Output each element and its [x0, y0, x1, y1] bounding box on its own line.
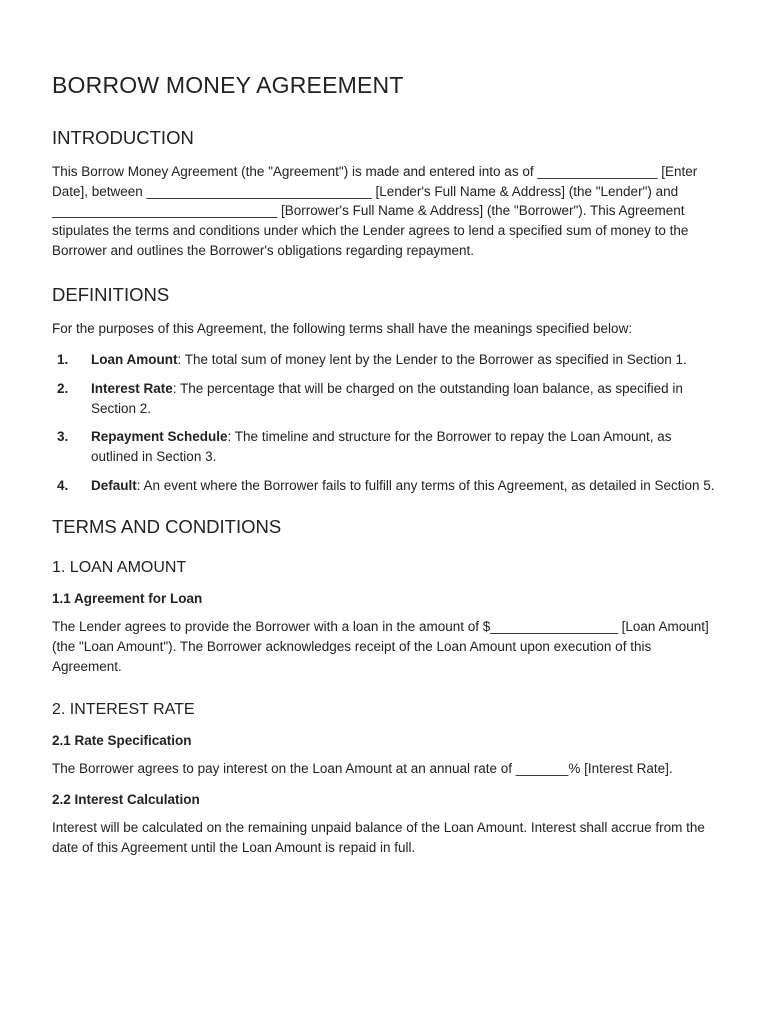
introduction-heading: INTRODUCTION: [52, 127, 194, 148]
definition-text: : The percentage that will be charged on the outstanding loan balance, as specified in Section 2.: [91, 380, 683, 416]
loan-amount-section: [52, 617, 720, 676]
definitions-list: [52, 350, 720, 495]
loan-amount-text: The Lender agrees to provide the Borrower with a loan in the amount of $_________________ [Loan Amount] (the "Loan Amount"). The Borrower acknowledges receipt of the Loan Amount upon execution of this Agreement.: [52, 619, 709, 674]
rate-specification-text: The Borrower agrees to pay interest on the Loan Amount at an annual rate of _______% [Interest Rate].: [52, 760, 673, 776]
definition-term: Interest Rate: [91, 380, 173, 396]
definition-text: : An event where the Borrower fails to fulfill any terms of this Agreement, as detailed in Section 5.: [136, 477, 715, 493]
definition-number: 3.: [57, 429, 69, 445]
definition-number: 2.: [57, 380, 69, 396]
definition-item: [52, 350, 720, 370]
introduction-text: This Borrow Money Agreement (the "Agreement") is made and entered into as of ________________ [Enter Date], between ______________________________ [Lender's Full Name & Address] (the "Lender") and ______________________________ [Borrower's Full Name & Address] (the "Borrower"). This Agreement stipulates the terms and conditions under which the Lender agrees to lend a specified sum of money to the Borrower and outlines the Borrower's obligations regarding repayment.: [52, 164, 698, 258]
definitions-intro: For the purposes of this Agreement, the following terms shall have the meanings specified below:: [52, 320, 633, 336]
definition-term: Default: [91, 477, 137, 493]
definition-text: : The total sum of money lent by the Lender to the Borrower as specified in Section 1.: [177, 352, 687, 368]
definition-term: Loan Amount: [91, 352, 178, 368]
definition-item: [52, 476, 720, 496]
definition-number: 4.: [57, 477, 69, 493]
agreement-for-loan-heading: 1.1 Agreement for Loan: [52, 591, 203, 607]
interest-calculation-heading: 2.2 Interest Calculation: [52, 792, 200, 808]
document-page: [52, 70, 720, 858]
definitions-heading: DEFINITIONS: [52, 283, 170, 305]
rate-specification-heading: 2.1 Rate Specification: [52, 732, 192, 748]
definition-item: [52, 379, 720, 418]
interest-calculation-text: Interest will be calculated on the remaining unpaid balance of the Loan Amount. Interest shall accrue from the date of this Agreement until the Loan Amount is repaid in full.: [52, 820, 705, 855]
definition-item: [52, 427, 720, 466]
definition-number: 1.: [57, 352, 69, 368]
interest-rate-heading: 2. INTEREST RATE: [52, 700, 195, 718]
definition-term: Repayment Schedule: [91, 429, 228, 445]
definition-text: : The timeline and structure for the Borrower to repay the Loan Amount, as outlined in Section 3.: [91, 429, 672, 465]
terms-heading: TERMS AND CONDITIONS: [52, 516, 282, 538]
loan-amount-heading: 1. LOAN AMOUNT: [52, 559, 187, 577]
document-title: BORROW MONEY AGREEMENT: [52, 72, 404, 98]
introduction-section: [52, 162, 720, 261]
